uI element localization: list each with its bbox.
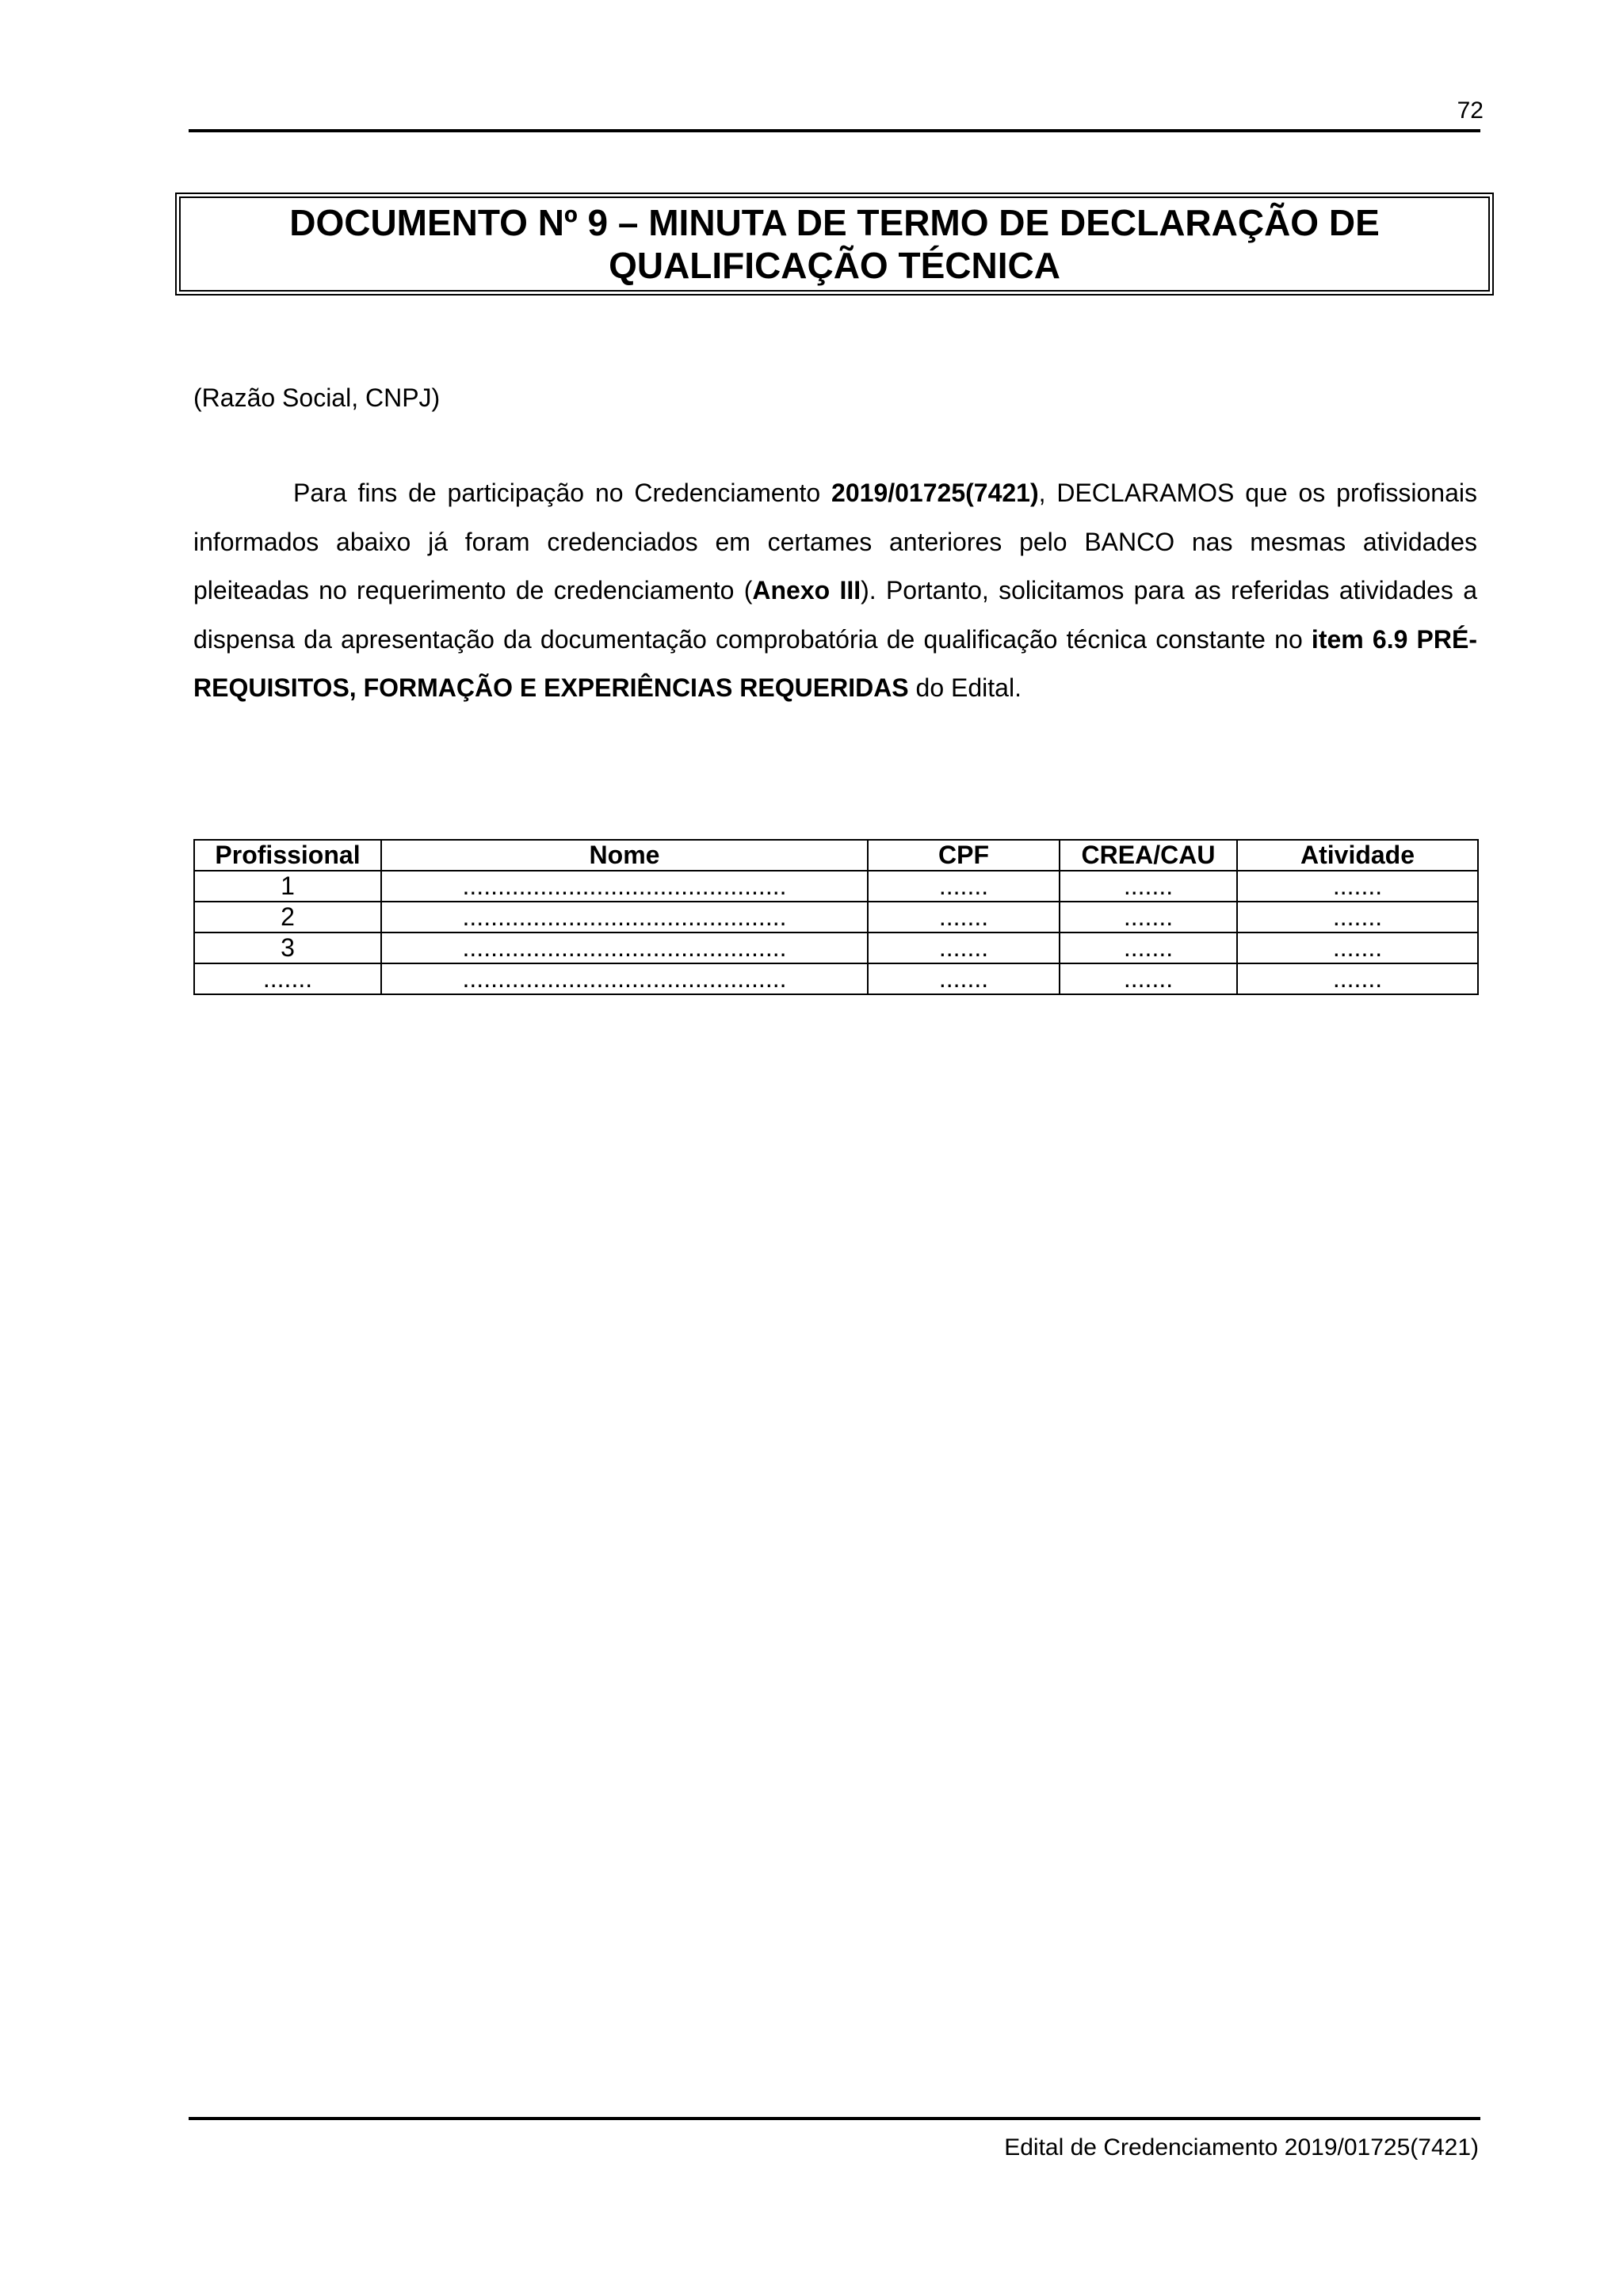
cell-nome: .............................................. (381, 963, 868, 994)
header-nome: Nome (381, 840, 868, 871)
razao-social-placeholder: (Razão Social, CNPJ) (193, 383, 441, 412)
cell-cpf: ....... (868, 933, 1060, 963)
header-cpf: CPF (868, 840, 1060, 871)
document-title-line-2: QUALIFICAÇÃO TÉCNICA (609, 245, 1060, 286)
cell-cpf: ....... (868, 963, 1060, 994)
cell-crea-cau: ....... (1060, 933, 1237, 963)
table-row (194, 933, 1478, 963)
cell-profissional: 1 (194, 871, 381, 902)
credenciamento-number: 2019/01725(7421) (831, 479, 1039, 507)
cell-profissional: ....... (194, 963, 381, 994)
cell-crea-cau: ....... (1060, 902, 1237, 933)
anexo-reference: Anexo III (752, 576, 861, 605)
footer-text: Edital de Credenciamento 2019/01725(7421) (1004, 2134, 1479, 2161)
document-title-line-1: DOCUMENTO Nº 9 – MINUTA DE TERMO DE DECLARAÇÃO DE (289, 202, 1380, 243)
table-row (194, 963, 1478, 994)
cell-atividade: ....... (1237, 871, 1478, 902)
title-box (175, 193, 1494, 296)
paragraph-text-2: , DECLARAMOS que os profissionais informados abaixo já foram credenciados em certames anteriores pelo BANCO nas mesmas atividades pleiteadas no requerimento de credenciamento ( (193, 479, 1478, 605)
cell-nome: .............................................. (381, 933, 868, 963)
title-box-inner-border (179, 196, 1490, 292)
cell-crea-cau: ....... (1060, 871, 1237, 902)
paragraph-text-1: Para fins de participação no Credenciamento (293, 479, 832, 507)
item-reference: item 6.9 PRÉ-REQUISITOS, FORMAÇÃO E EXPERIÊNCIAS REQUERIDAS (193, 624, 1478, 702)
header-profissional: Profissional (194, 840, 381, 871)
header-crea-cau: CREA/CAU (1060, 840, 1237, 871)
cell-cpf: ....... (868, 871, 1060, 902)
paragraph-text-3: ). Portanto, solicitamos para as referidas atividades a dispensa da apresentação da documentação comprobatória de qualificação técnica constante no (193, 576, 1477, 654)
paragraph-text-4: do Edital. (908, 673, 1022, 702)
cell-nome: .............................................. (381, 871, 868, 902)
header-rule (189, 129, 1480, 132)
cell-profissional: 2 (194, 902, 381, 933)
declaration-paragraph (193, 469, 1477, 713)
table-header-row (194, 840, 1478, 871)
page-number: 72 (1457, 97, 1484, 124)
cell-cpf: ....... (868, 902, 1060, 933)
footer-rule (189, 2117, 1480, 2120)
table-row (194, 902, 1478, 933)
cell-crea-cau: ....... (1060, 963, 1237, 994)
table-row (194, 871, 1478, 902)
cell-profissional: 3 (194, 933, 381, 963)
cell-atividade: ....... (1237, 933, 1478, 963)
header-atividade: Atividade (1237, 840, 1478, 871)
cell-atividade: ....... (1237, 902, 1478, 933)
professionals-table (193, 839, 1479, 995)
cell-nome: .............................................. (381, 902, 868, 933)
cell-atividade: ....... (1237, 963, 1478, 994)
